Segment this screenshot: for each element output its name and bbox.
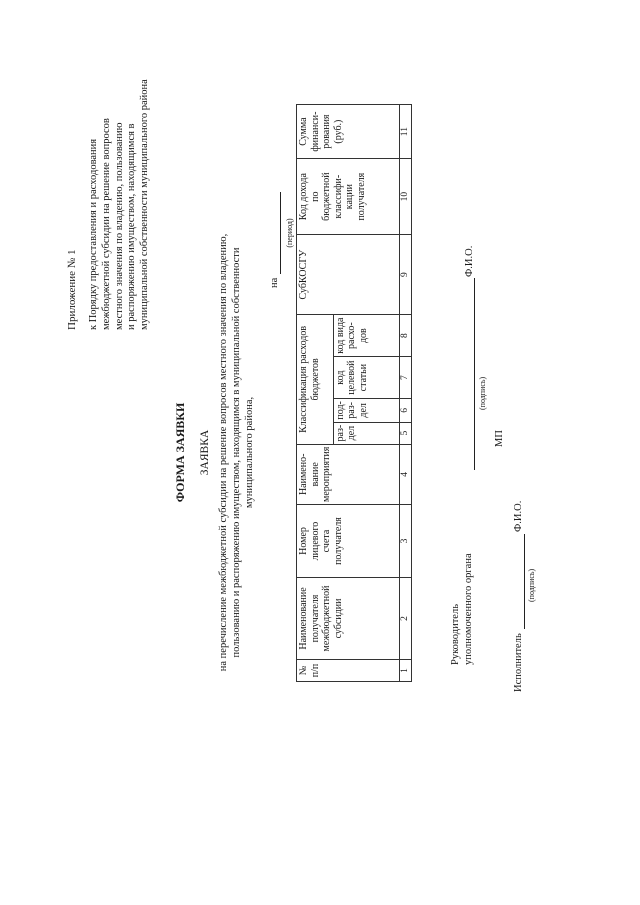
column-number: 5	[400, 422, 412, 444]
appendix-line: к Порядку предоставления и расходования	[88, 138, 99, 330]
column-number: 9	[400, 235, 412, 315]
column-number: 2	[400, 578, 412, 660]
header-target-article: код целевой статьи	[333, 357, 399, 399]
header-razdel: раз- дел	[333, 422, 399, 444]
appendix-line: и распоряжению имуществом, находящимся в	[126, 123, 138, 330]
header-subkosgu: СубКОСГУ	[297, 235, 400, 315]
appendix-line: межбюджетной субсидии на решение вопросов	[100, 118, 112, 330]
column-number: 8	[400, 315, 412, 357]
request-title: ЗАЯВКА	[199, 429, 211, 476]
column-number: 6	[400, 399, 412, 422]
period-prefix: на	[269, 277, 280, 288]
header-expense-type: код вида расхо- дов	[333, 315, 399, 357]
head-title-line1: Руководитель	[450, 604, 461, 665]
column-number: 11	[400, 105, 412, 159]
column-number: 4	[400, 444, 412, 504]
executor-signature-line	[524, 534, 525, 629]
header-podrazdel: под- раз- дел	[333, 399, 399, 422]
appendix-line: местного значения по владению, пользованию	[113, 122, 125, 330]
period-caption: (период)	[285, 218, 294, 248]
appendix-line: муниципальной собственности муниципального района	[139, 79, 151, 330]
appendix-title: Приложение № 1	[66, 249, 78, 330]
stamp-place: МП	[494, 430, 505, 447]
request-description	[217, 0, 256, 905]
head-title-line2: уполномоченного органа	[463, 553, 474, 665]
column-number: 3	[400, 505, 412, 578]
period-blank-line	[280, 192, 281, 274]
request-line: муниципального района,	[244, 396, 255, 509]
header-account: Номер лицевого счета получателя	[297, 505, 400, 578]
header-income-code: Код дохода по бюджетной классифи- кации получателя	[297, 159, 400, 235]
header-classification: Классификация расходов бюджетов	[297, 315, 334, 444]
form-title: ФОРМА ЗАЯВКИ	[173, 402, 187, 503]
executor-fio: Ф.И.О.	[513, 500, 524, 532]
column-number: 1	[400, 660, 412, 682]
executor-label: Исполнитель	[513, 633, 524, 692]
executor-signature-caption: (подпись)	[527, 568, 536, 602]
request-table	[296, 104, 412, 682]
header-sum: Сумма финанси- рования (руб.)	[297, 105, 400, 159]
appendix-reference	[88, 0, 152, 330]
request-line: пользованию и распоряжению имуществом, находящимся в муниципальной собственности	[231, 247, 242, 658]
head-fio: Ф.И.О.	[464, 245, 475, 277]
header-number: № п/п	[297, 660, 400, 682]
header-recipient: Наименование получателя межбюджетной субсидии	[297, 578, 400, 660]
column-number: 7	[400, 357, 412, 399]
column-number: 10	[400, 159, 412, 235]
header-event: Наимено- вание мероприятия	[297, 444, 400, 504]
head-signature-line	[474, 278, 475, 470]
request-line: на перечисление межбюджетной субсидии на решение вопросов местного значения по владению,	[218, 233, 229, 672]
head-signature-caption: (подпись)	[478, 376, 487, 410]
column-number-row	[400, 105, 412, 682]
